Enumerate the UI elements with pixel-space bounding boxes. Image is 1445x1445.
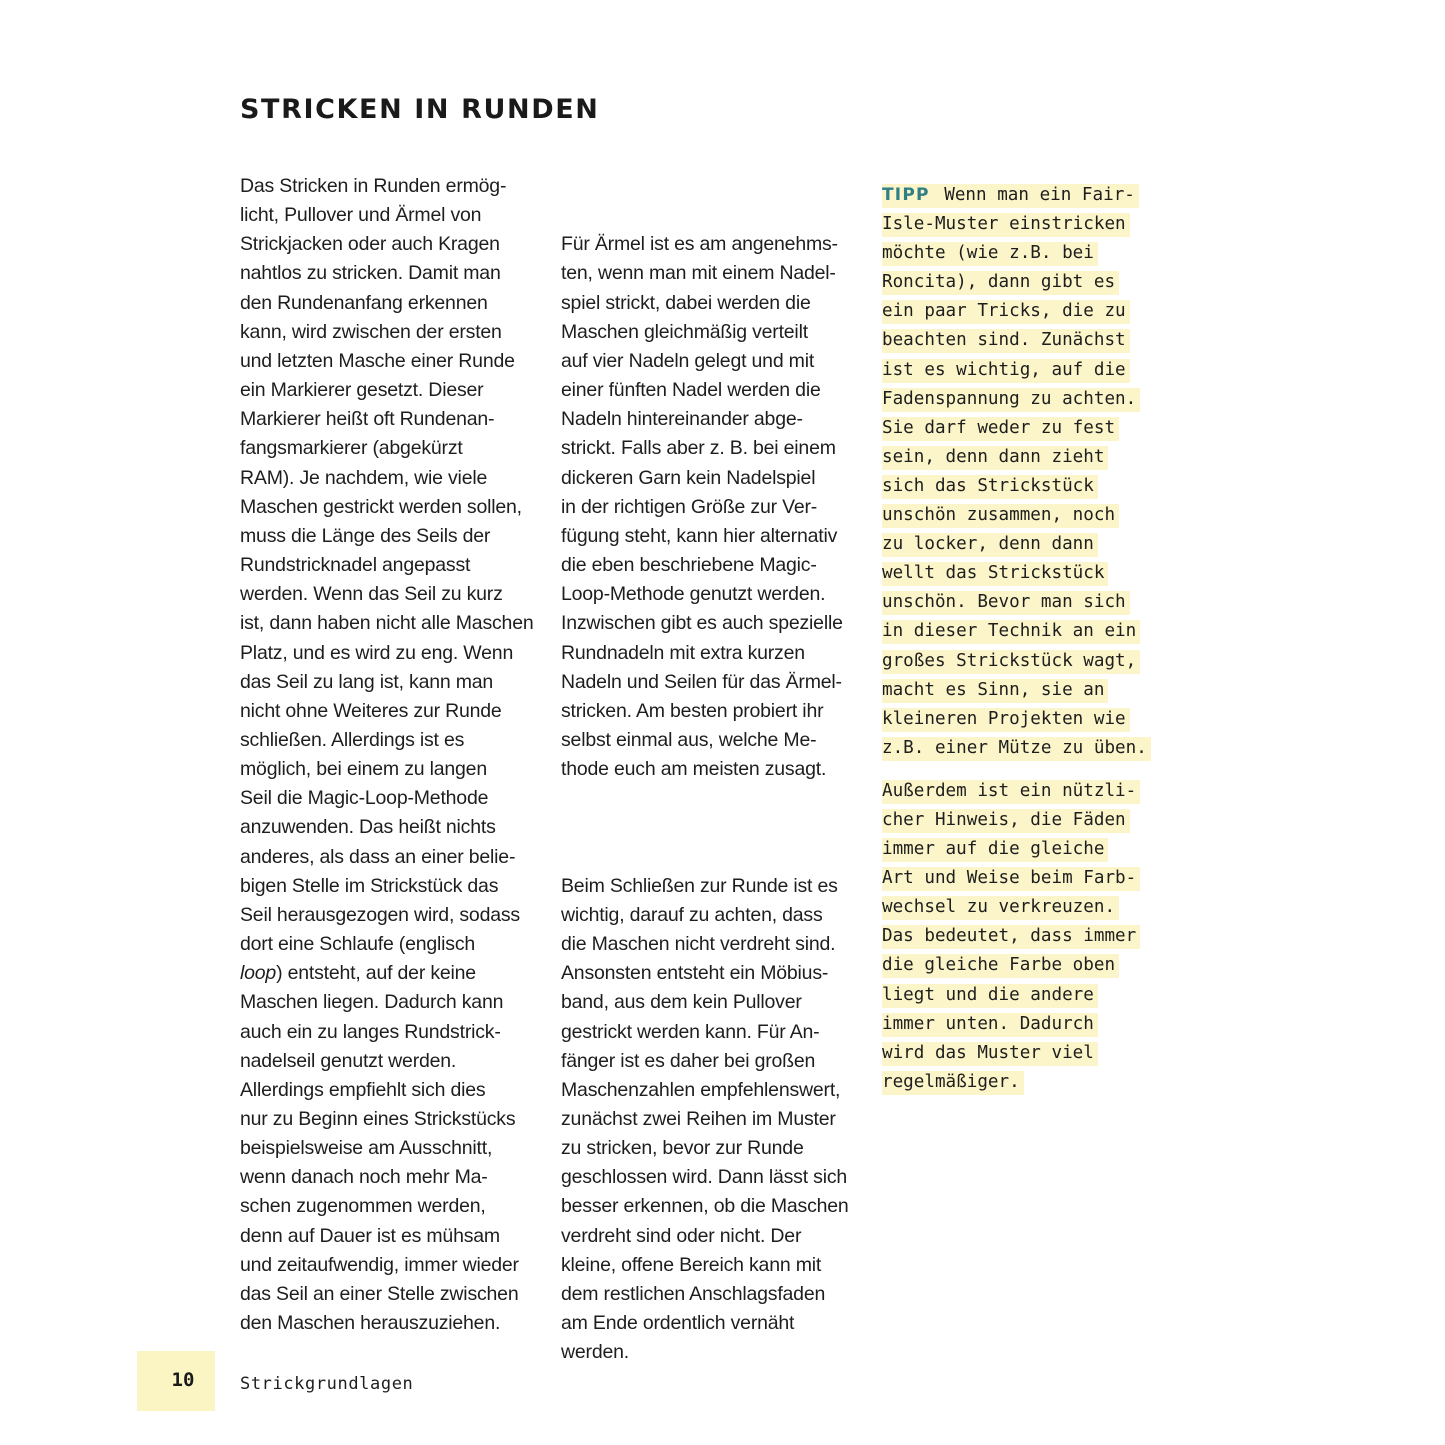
highlighted-text: z.B. einer Mütze zu üben. [882,737,1151,761]
text-line [882,864,1182,893]
tip-box [882,181,1182,1097]
page-number-box [137,1351,215,1411]
text-line: wichtig, darauf zu achten, dass [561,903,823,926]
text-line: ten, wenn man mit einem Nadel- [561,262,836,285]
text-line: dem restlichen Anschlagsfaden [561,1282,826,1305]
text-line: Rundnadeln mit extra kurzen [561,641,805,664]
text-line [882,922,1182,951]
highlighted-text: immer auf die gleiche [882,838,1108,862]
highlighted-text: Isle-Muster einstricken [882,213,1130,237]
text-line: zunächst zwei Reihen im Muster [561,1107,836,1130]
text-line: Strickjacken oder auch Kragen [240,233,500,256]
text-line: dort eine Schlaufe (englisch [240,933,476,956]
text-line: einer fünften Nadel werden die [561,379,821,402]
highlighted-text: unschön. Bevor man sich [882,591,1130,615]
page-title: STRICKEN IN RUNDEN [240,94,600,125]
text-line: anzuwenden. Das heißt nichts [240,816,496,839]
highlighted-text: sein, denn dann zieht [882,446,1108,470]
highlighted-text: Außerdem ist ein nützli- [882,780,1140,804]
text-line: spiel strickt, dabei werden die [561,291,811,314]
text-line: verdreht sind oder nicht. Der [561,1224,802,1247]
text-line: Seil die Magic-Loop-Methode [240,787,489,810]
highlighted-text: ist es wichtig, auf die [882,359,1130,383]
highlighted-text: Fadenspannung zu achten. [882,388,1140,412]
text-line: Beim Schließen zur Runde ist es [561,874,838,897]
highlighted-text: sich das Strickstück [882,475,1098,499]
tip-paragraph-2 [882,777,1182,1097]
highlighted-text: Sie darf weder zu fest [882,417,1119,441]
highlighted-text: liegt und die andere [882,984,1098,1008]
text-line: Das Stricken in Runden ermög- [240,175,507,197]
text-line [882,501,1182,530]
text-line: Seil herausgezogen wird, sodass [240,903,520,926]
text-line [882,734,1182,763]
text-line: bigen Stelle im Strickstück das [240,874,499,897]
body-column-middle [561,172,856,1397]
text-line: geschlossen wird. Dann lässt sich [561,1166,848,1189]
text-line: das Seil an einer Stelle zwischen [240,1282,519,1305]
text-line: loop) entsteht, auf der keine [240,962,476,985]
text-line: kann, wird zwischen der ersten [240,320,502,343]
text-line: Allerdings empfiehlt sich dies [240,1078,486,1101]
highlighted-text: Wenn man ein Fair- [934,184,1139,208]
text-line: Maschen liegen. Dadurch kann [240,991,504,1014]
text-line: stricken. Am besten probiert ihr [561,699,824,722]
text-line [882,356,1182,385]
highlighted-text: wird das Muster viel [882,1042,1098,1066]
text-line [882,181,1182,210]
text-line: wenn danach noch mehr Ma- [240,1166,488,1189]
text-line: möglich, bei einem zu langen [240,758,487,781]
text-line: muss die Länge des Seils der [240,524,491,547]
text-line: werden. Wenn das Seil zu kurz [240,583,503,606]
text-line: fangsmarkierer (abgekürzt [240,437,463,460]
tip-label: TIPP [882,184,934,208]
text-line: Loop-Methode genutzt werden. [561,583,826,606]
text-line [882,268,1182,297]
text-line [882,1010,1182,1039]
text-line [882,705,1182,734]
text-line [882,951,1182,980]
highlighted-text: Art und Weise beim Farb- [882,867,1140,891]
highlighted-text: immer unten. Dadurch [882,1013,1098,1037]
body-column-left [240,172,540,1338]
paragraph-sleeves [561,230,856,784]
highlighted-text: zu locker, denn dann [882,533,1098,557]
text-line [882,297,1182,326]
text-line: fänger ist es daher bei großen [561,1049,816,1072]
text-line: dickeren Garn kein Nadelspiel [561,466,816,489]
text-line [882,472,1182,501]
tip-paragraph-1 [882,181,1182,763]
highlighted-text: großes Strickstück wagt, [882,650,1140,674]
text-line: nicht ohne Weiteres zur Runde [240,699,502,722]
text-line: Platz, und es wird zu eng. Wenn [240,641,514,664]
text-line: den Rundenanfang erkennen [240,291,488,314]
page-number: 10 [171,1369,195,1391]
text-line: werden. [561,1341,629,1364]
section-name: Strickgrundlagen [240,1374,414,1394]
highlighted-text: ein paar Tricks, die zu [882,300,1130,324]
paragraph-joining-round [561,872,856,1368]
text-line: das Seil zu lang ist, kann man [240,670,494,693]
text-line: denn auf Dauer ist es mühsam [240,1224,500,1247]
text-line: die Maschen nicht verdreht sind. [561,933,836,956]
text-line: Maschen gleichmäßig verteilt [561,320,808,343]
text-line [882,385,1182,414]
text-line-rest: entsteht, auf der keine [287,962,476,985]
text-line: Maschen gestrickt werden sollen, [240,495,522,518]
text-line: Inzwischen gibt es auch spezielle [561,612,843,635]
text-line: den Maschen herauszuziehen. [240,1312,501,1335]
highlighted-text: möchte (wie z.B. bei [882,242,1098,266]
text-line [882,443,1182,472]
text-line [882,676,1182,705]
text-line: auf vier Nadeln gelegt und mit [561,349,815,372]
text-line [882,210,1182,239]
text-line: besser erkennen, ob die Maschen [561,1195,849,1218]
text-line: thode euch am meisten zusagt. [561,758,827,781]
text-line [882,239,1182,268]
text-line: Rundstricknadel angepasst [240,554,471,577]
text-line [882,1039,1182,1068]
text-line: die eben beschriebene Magic- [561,554,817,577]
text-line [882,981,1182,1010]
highlighted-text: die gleiche Farbe oben [882,954,1119,978]
text-line: RAM). Je nachdem, wie viele [240,466,488,489]
text-line: strickt. Falls aber z. B. bei einem [561,437,836,460]
text-line: fügung steht, kann hier alternativ [561,524,838,547]
text-line [882,326,1182,355]
text-line: licht, Pullover und Ärmel von [240,204,482,227]
text-line: Ansonsten entsteht ein Möbius- [561,962,829,985]
text-line [882,588,1182,617]
highlighted-text: Das bedeutet, dass immer [882,925,1140,949]
highlighted-text: unschön zusammen, noch [882,504,1119,528]
text-line: ist, dann haben nicht alle Maschen [240,612,534,635]
text-line: zu stricken, bevor zur Runde [561,1137,804,1160]
text-line: schließen. Allerdings ist es [240,728,465,751]
highlighted-text: wellt das Strickstück [882,562,1108,586]
text-line: kleine, offene Bereich kann mit [561,1253,822,1276]
text-line: und letzten Masche einer Runde [240,349,515,372]
text-line: beispielsweise am Ausschnitt, [240,1137,493,1160]
text-line: selbst einmal aus, welche Me- [561,728,817,751]
text-line: am Ende ordentlich vernäht [561,1312,795,1335]
text-line: nadelseil genutzt werden. [240,1049,457,1072]
highlighted-text: Roncita), dann gibt es [882,271,1119,295]
text-line: band, aus dem kein Pullover [561,991,802,1014]
text-line [882,414,1182,443]
highlighted-text: regelmäßiger. [882,1071,1024,1095]
text-line: nahtlos zu stricken. Damit man [240,262,501,285]
text-line: Für Ärmel ist es am angenehms- [561,233,838,256]
text-line: anderes, als dass an einer belie- [240,845,516,868]
text-line: und zeitaufwendig, immer wieder [240,1253,519,1276]
text-line: Maschenzahlen empfehlenswert, [561,1078,841,1101]
text-line: in der richtigen Größe zur Ver- [561,495,818,518]
text-line: schen zugenommen werden, [240,1195,486,1218]
text-line: Nadeln und Seilen für das Ärmel- [561,670,842,693]
highlighted-text: beachten sind. Zunächst [882,329,1130,353]
text-line [882,530,1182,559]
text-line [882,617,1182,646]
text-line [882,777,1182,806]
text-line: nur zu Beginn eines Strickstücks [240,1108,516,1130]
text-line [882,893,1182,922]
highlighted-text: wechsel zu verkreuzen. [882,896,1119,920]
text-line [882,1068,1182,1097]
text-line: auch ein zu langes Rundstrick- [240,1020,501,1043]
text-line: gestrickt werden kann. Für An- [561,1020,820,1043]
text-line: Nadeln hintereinander abge- [561,408,803,431]
text-line: Markierer heißt oft Rundenan- [240,408,495,431]
highlighted-text: kleineren Projekten wie [882,708,1130,732]
highlighted-text: macht es Sinn, sie an [882,679,1108,703]
text-line [882,806,1182,835]
highlighted-text: in dieser Technik an ein [882,620,1140,644]
text-line [882,835,1182,864]
text-line [882,559,1182,588]
italic-word: loop [240,962,277,985]
text-line: ein Markierer gesetzt. Dieser [240,379,484,402]
highlighted-text: cher Hinweis, die Fäden [882,809,1130,833]
text-line [882,647,1182,676]
